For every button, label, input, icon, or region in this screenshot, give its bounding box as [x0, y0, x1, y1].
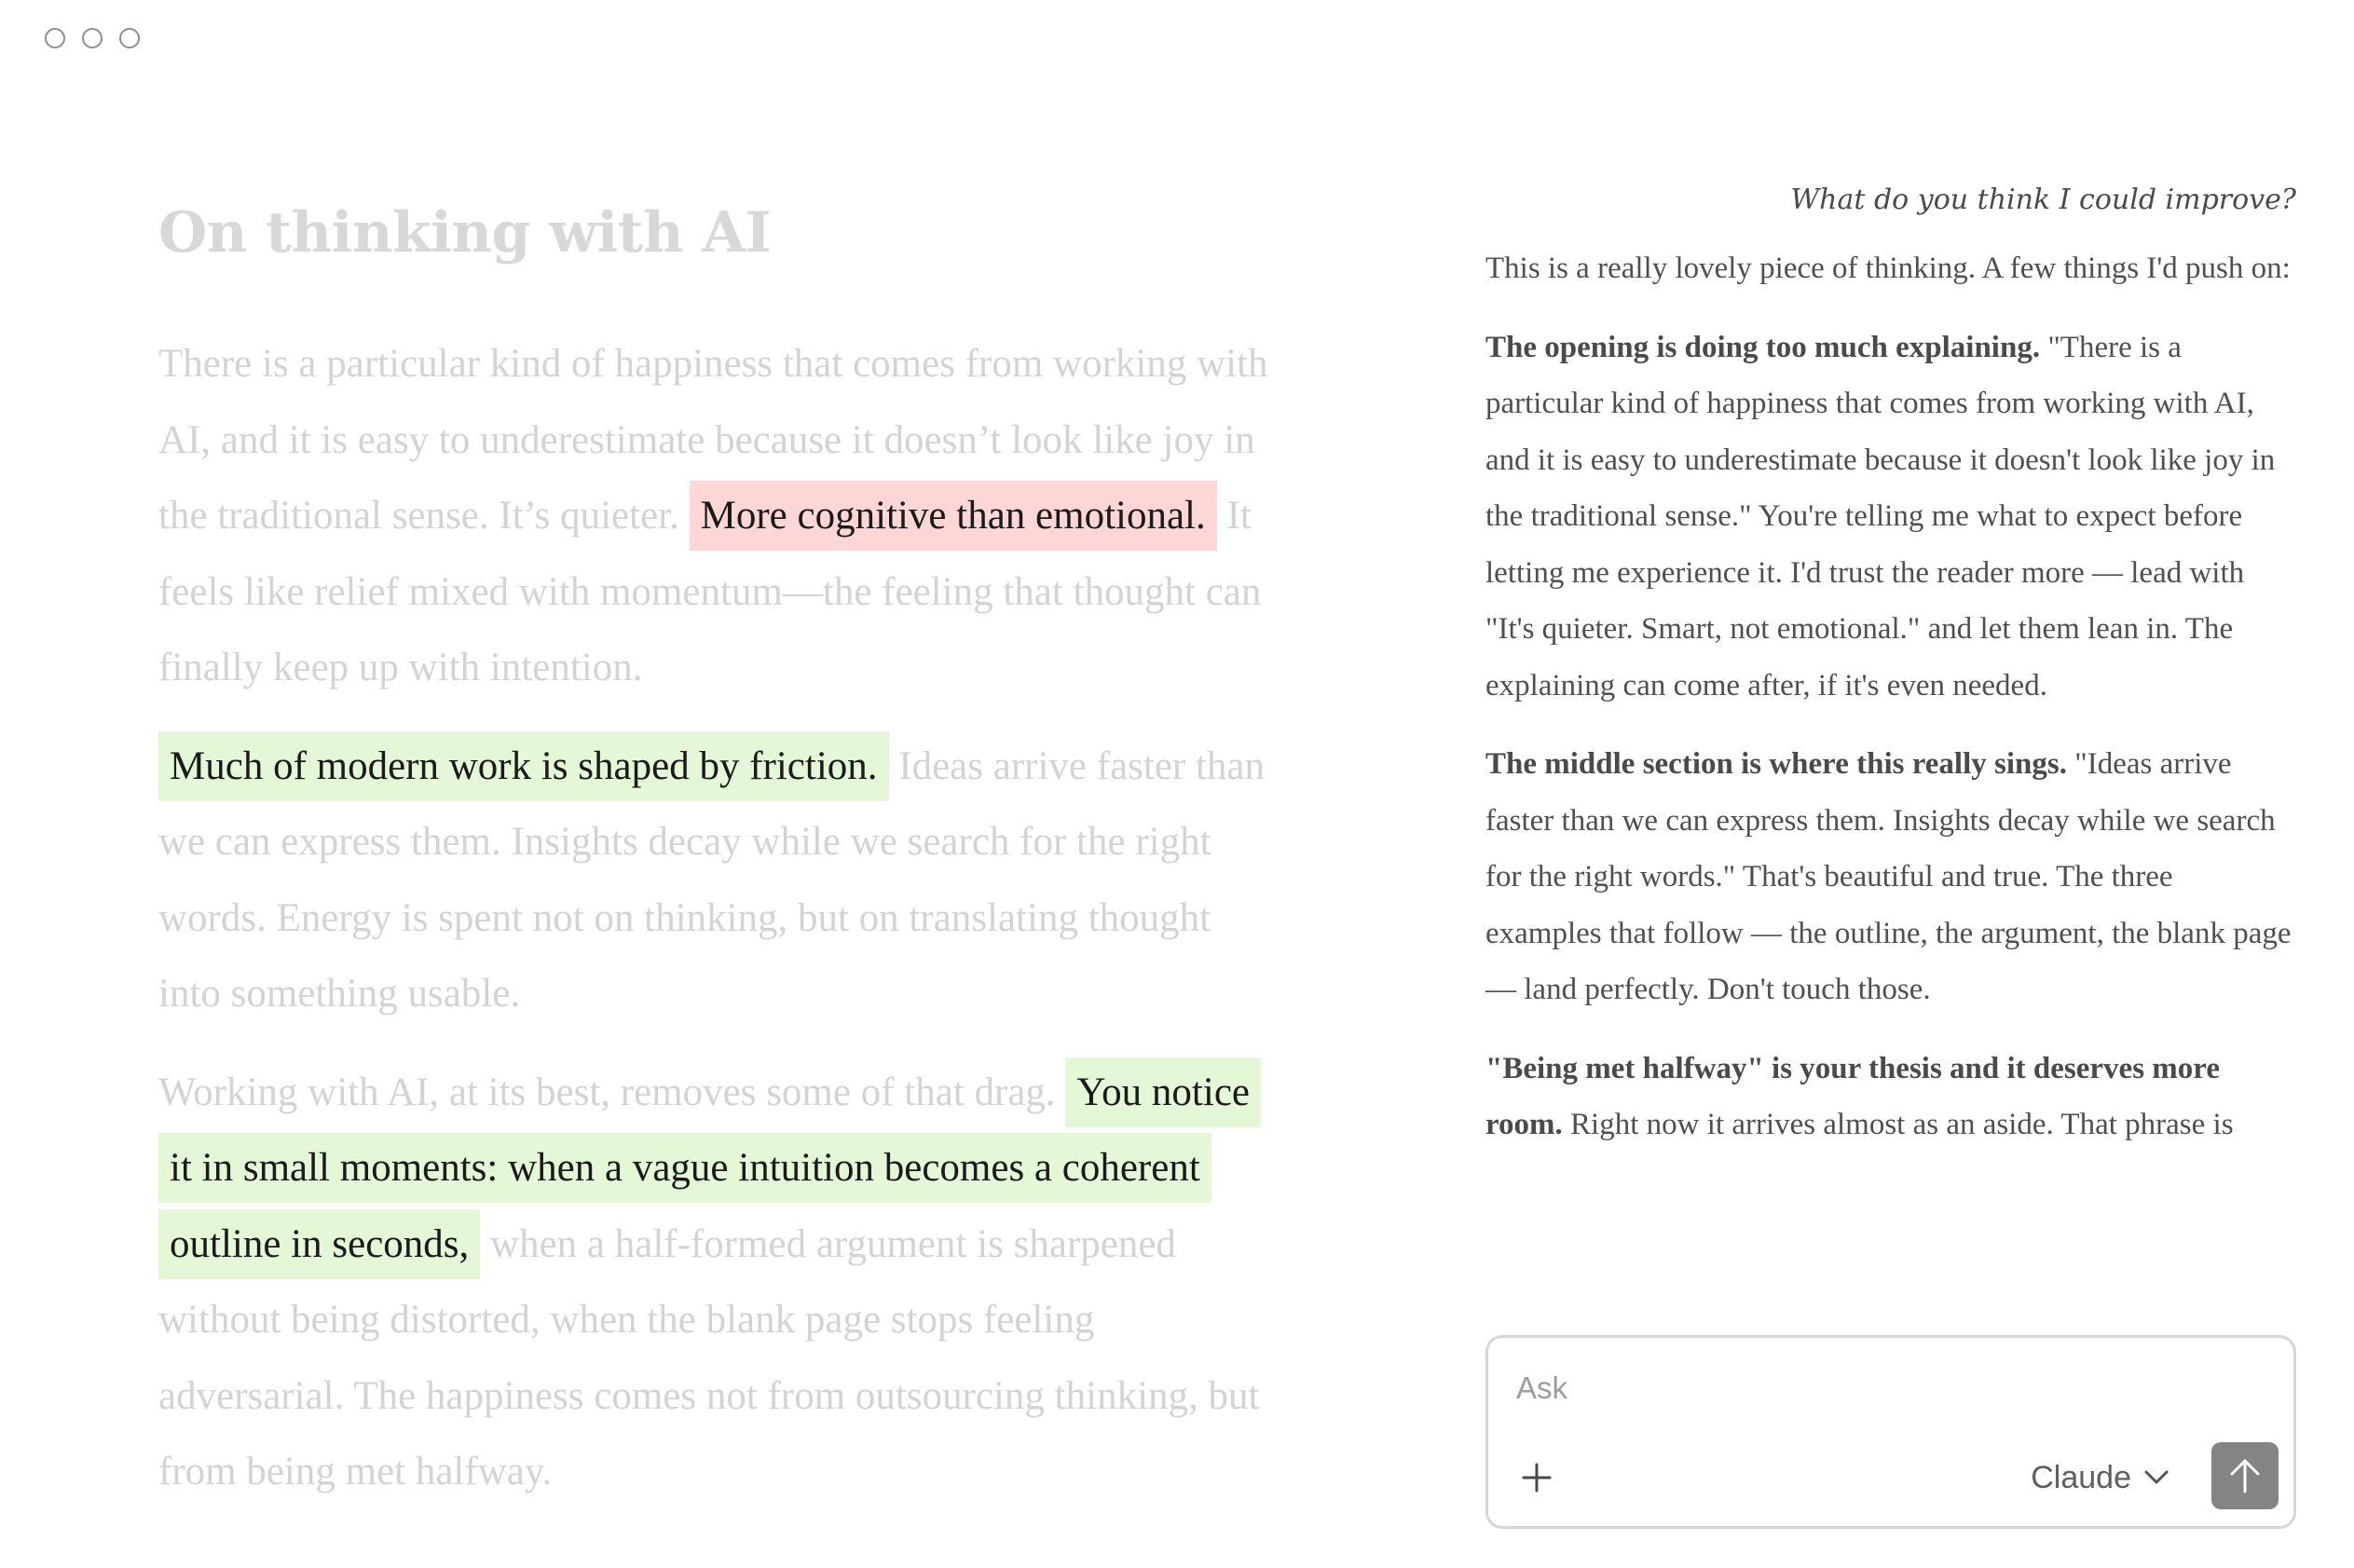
- window-zoom-button[interactable]: [119, 28, 140, 48]
- reply-paragraph: [1485, 736, 2296, 1018]
- highlighted-sentence-green[interactable]: Much of modern work is shaped by friction.: [158, 731, 889, 801]
- reply-paragraph: [1485, 1041, 2296, 1153]
- model-label: Claude: [2031, 1459, 2131, 1495]
- document-editor[interactable]: [158, 196, 1277, 1533]
- plus-icon: [1521, 1462, 1553, 1493]
- window-minimize-button[interactable]: [82, 28, 103, 48]
- dimmed-text[interactable]: It feels like relief mixed with momentum—the feeling that thought can finally keep up with intention.: [158, 494, 1262, 689]
- chat-composer: [1485, 1335, 2296, 1529]
- dimmed-text[interactable]: There is a particular kind of happiness that comes from working with AI, and it is easy to underestimate because it doesn’t look like joy in the traditional sense. It’s quieter.: [158, 342, 1268, 538]
- reply-paragraph-text: This is a really lovely piece of thinking. A few things I'd push on:: [1485, 252, 2291, 285]
- reply-paragraph-heading: The middle section is where this really sings.: [1485, 747, 2067, 781]
- reply-paragraph: [1485, 240, 2296, 297]
- assistant-reply: [1485, 240, 2296, 1396]
- document-paragraph[interactable]: [158, 729, 1277, 1032]
- highlighted-sentence-green[interactable]: You notice it in small moments: when a vague intuition becomes a coherent outline in seconds,: [158, 1057, 1261, 1279]
- model-selector[interactable]: [2031, 1457, 2169, 1498]
- reply-paragraph-text: "There is a particular kind of happiness that comes from working with AI, and it is easy to underestimate because it doesn't look like joy in the traditional sense." You're telling me what to expect before letting me experience it. I'd trust the reader more — lead with "It's quieter. Smart, not emotional." and let them lean in. The explaining can come after, if it's even needed.: [1485, 330, 2276, 702]
- reply-paragraph: [1485, 320, 2296, 715]
- document-paragraph[interactable]: [158, 326, 1277, 706]
- window-close-button[interactable]: [45, 28, 65, 48]
- send-button[interactable]: [2211, 1442, 2279, 1509]
- window-controls: [45, 28, 140, 48]
- reply-paragraph-text: Right now it arrives almost as an aside. That phrase is: [1562, 1108, 2234, 1141]
- document-title[interactable]: On thinking with AI: [158, 200, 772, 266]
- document-body[interactable]: [158, 326, 1277, 1510]
- add-attachment-button[interactable]: [1516, 1457, 1557, 1498]
- highlighted-sentence-red[interactable]: More cognitive than emotional.: [690, 481, 1217, 551]
- dimmed-text[interactable]: when a half-formed argument is sharpened without being distorted, when the blank page stops feeling adversarial. The happiness comes not from outsourcing thinking, but from being met halfway.: [158, 1221, 1260, 1493]
- reply-paragraph-heading: "Being met halfway" is your thesis and it deserves more room.: [1485, 1051, 2220, 1141]
- reply-paragraph-text: "Ideas arrive faster than we can express them. Insights decay while we search for the right words." That's beautiful and true. The three examples that follow — the outline, the argument, the blank page — land perfectly. Don't touch those.: [1485, 747, 2292, 1006]
- reply-paragraph-heading: The opening is doing too much explaining.: [1485, 330, 2041, 364]
- chevron-down-icon: [2144, 1470, 2169, 1485]
- document-paragraph[interactable]: [158, 1055, 1277, 1510]
- arrow-up-icon: [2228, 1457, 2262, 1494]
- dimmed-text[interactable]: Working with AI, at its best, removes some of that drag.: [158, 1070, 1066, 1114]
- user-message: What do you think I could improve?: [1790, 184, 2296, 216]
- dimmed-text[interactable]: Ideas arrive faster than we can express them. Insights decay while we search for the right words. Energy is spent not on thinking, but on translating thought into something usable.: [158, 743, 1266, 1016]
- chat-panel: [1485, 168, 2296, 1396]
- ask-input[interactable]: [1514, 1364, 2226, 1412]
